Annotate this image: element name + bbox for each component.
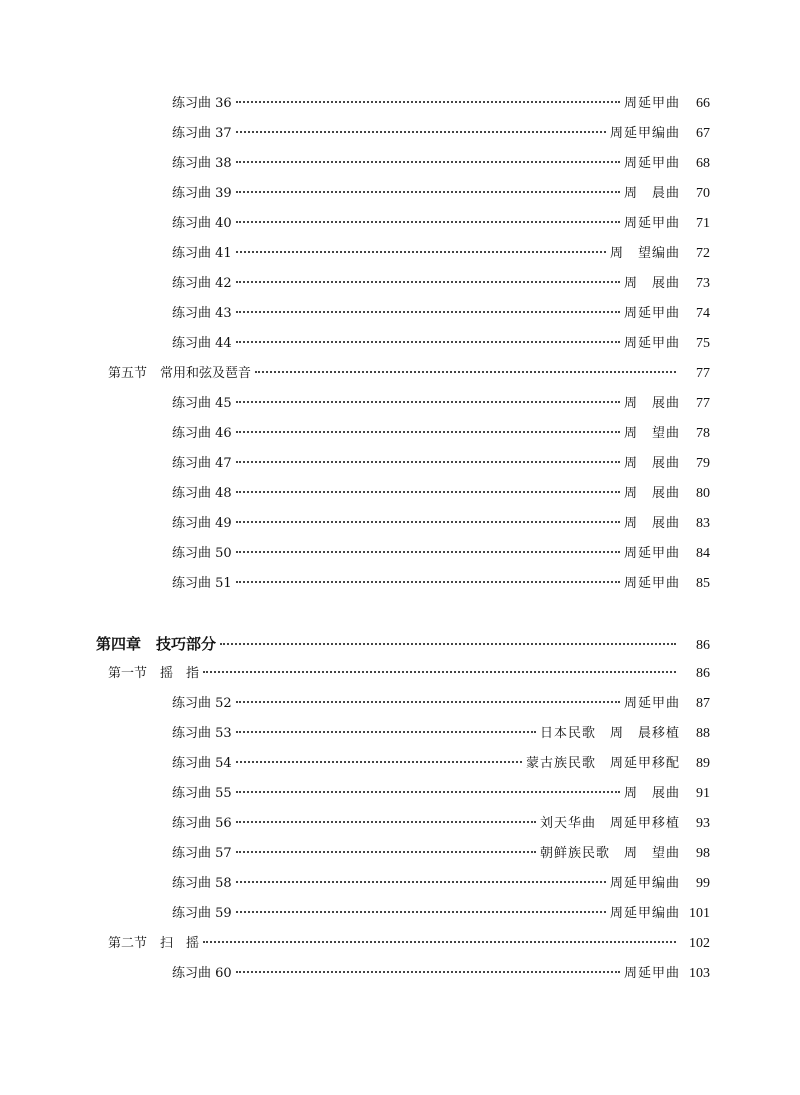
dot-leader bbox=[236, 551, 620, 553]
dot-leader bbox=[236, 191, 620, 193]
toc-entry bbox=[172, 843, 710, 865]
entry-title: 练习曲 54 bbox=[172, 756, 232, 771]
page-number: 89 bbox=[696, 756, 710, 771]
toc-chapter bbox=[96, 633, 710, 655]
page-number: 71 bbox=[696, 216, 710, 231]
entry-title: 练习曲 36 bbox=[172, 96, 232, 111]
section-title: 第五节 常用和弦及琶音 bbox=[108, 366, 252, 381]
dot-leader bbox=[236, 491, 620, 493]
dot-leader bbox=[236, 761, 522, 763]
toc-section bbox=[108, 933, 710, 955]
toc-section bbox=[108, 363, 710, 385]
entry-credit: 周 晨曲 bbox=[623, 186, 680, 201]
entry-credit: 周延甲曲 bbox=[623, 576, 680, 591]
toc-entry bbox=[172, 573, 710, 595]
dot-leader bbox=[236, 221, 620, 223]
page-number: 86 bbox=[696, 666, 710, 681]
dot-leader bbox=[236, 131, 606, 133]
dot-leader bbox=[236, 161, 620, 163]
page-number: 103 bbox=[689, 966, 710, 981]
entry-credit: 周 展曲 bbox=[623, 786, 680, 801]
toc-entry bbox=[172, 453, 710, 475]
dot-leader bbox=[236, 431, 620, 433]
page-number: 77 bbox=[696, 396, 710, 411]
toc-entry bbox=[172, 153, 710, 175]
entry-title: 练习曲 44 bbox=[172, 336, 232, 351]
dot-leader bbox=[220, 643, 676, 645]
section-title: 第一节 摇 指 bbox=[108, 666, 200, 681]
page-number: 79 bbox=[696, 456, 710, 471]
dot-leader bbox=[236, 311, 620, 313]
toc-entry bbox=[172, 813, 710, 835]
entry-credit: 朝鲜族民歌 周 望曲 bbox=[539, 846, 680, 861]
dot-leader bbox=[236, 971, 620, 973]
entry-title: 练习曲 48 bbox=[172, 486, 232, 501]
dot-leader bbox=[203, 941, 676, 943]
dot-leader bbox=[236, 101, 620, 103]
entry-credit: 周延甲曲 bbox=[623, 696, 680, 711]
page-number: 67 bbox=[696, 126, 710, 141]
dot-leader bbox=[255, 371, 676, 373]
page-number: 73 bbox=[696, 276, 710, 291]
dot-leader bbox=[203, 671, 676, 673]
toc-entry bbox=[172, 273, 710, 295]
entry-title: 练习曲 37 bbox=[172, 126, 232, 141]
chapter-title: 第四章 技巧部分 bbox=[96, 635, 217, 653]
entry-title: 练习曲 57 bbox=[172, 846, 232, 861]
entry-credit: 周 展曲 bbox=[623, 486, 680, 501]
page-number: 91 bbox=[696, 786, 710, 801]
entry-credit: 周延甲曲 bbox=[623, 546, 680, 561]
page-number: 98 bbox=[696, 846, 710, 861]
page-number: 93 bbox=[696, 816, 710, 831]
dot-leader bbox=[236, 881, 606, 883]
entry-credit: 日本民歌 周 晨移植 bbox=[539, 726, 680, 741]
entry-title: 练习曲 38 bbox=[172, 156, 232, 171]
entry-credit: 周延甲编曲 bbox=[609, 126, 680, 141]
entry-title: 练习曲 56 bbox=[172, 816, 232, 831]
page-number: 85 bbox=[696, 576, 710, 591]
entry-title: 练习曲 58 bbox=[172, 876, 232, 891]
toc-entry bbox=[172, 483, 710, 505]
toc-entry bbox=[172, 393, 710, 415]
entry-title: 练习曲 40 bbox=[172, 216, 232, 231]
dot-leader bbox=[236, 281, 620, 283]
entry-title: 练习曲 47 bbox=[172, 456, 232, 471]
toc-entry bbox=[172, 693, 710, 715]
toc-entry bbox=[172, 753, 710, 775]
toc-entry bbox=[172, 543, 710, 565]
entry-credit: 周延甲曲 bbox=[623, 336, 680, 351]
entry-credit: 周 展曲 bbox=[623, 456, 680, 471]
entry-credit: 周 望曲 bbox=[623, 426, 680, 441]
page-number: 70 bbox=[696, 186, 710, 201]
toc-entry bbox=[172, 213, 710, 235]
dot-leader bbox=[236, 461, 620, 463]
page-number: 80 bbox=[696, 486, 710, 501]
page-number: 68 bbox=[696, 156, 710, 171]
page-number: 87 bbox=[696, 696, 710, 711]
page-number: 78 bbox=[696, 426, 710, 441]
dot-leader bbox=[236, 731, 536, 733]
entry-credit: 周 展曲 bbox=[623, 276, 680, 291]
dot-leader bbox=[236, 821, 536, 823]
dot-leader bbox=[236, 701, 620, 703]
entry-title: 练习曲 42 bbox=[172, 276, 232, 291]
dot-leader bbox=[236, 791, 620, 793]
toc-entry bbox=[172, 93, 710, 115]
entry-credit: 周延甲曲 bbox=[623, 156, 680, 171]
entry-title: 练习曲 39 bbox=[172, 186, 232, 201]
entry-title: 练习曲 46 bbox=[172, 426, 232, 441]
toc-entry bbox=[172, 903, 710, 925]
dot-leader bbox=[236, 851, 536, 853]
entry-credit: 刘天华曲 周延甲移植 bbox=[539, 816, 680, 831]
entry-title: 练习曲 50 bbox=[172, 546, 232, 561]
toc-entry bbox=[172, 123, 710, 145]
toc-entry bbox=[172, 303, 710, 325]
page-number: 83 bbox=[696, 516, 710, 531]
dot-leader bbox=[236, 251, 606, 253]
entry-credit: 周延甲编曲 bbox=[609, 906, 680, 921]
section-title: 第二节 扫 摇 bbox=[108, 936, 200, 951]
page-number: 74 bbox=[696, 306, 710, 321]
dot-leader bbox=[236, 911, 606, 913]
entry-title: 练习曲 45 bbox=[172, 396, 232, 411]
entry-title: 练习曲 43 bbox=[172, 306, 232, 321]
entry-title: 练习曲 52 bbox=[172, 696, 232, 711]
toc-entry bbox=[172, 243, 710, 265]
entry-title: 练习曲 53 bbox=[172, 726, 232, 741]
page-number: 72 bbox=[696, 246, 710, 261]
toc-entry bbox=[172, 333, 710, 355]
dot-leader bbox=[236, 341, 620, 343]
page-number: 86 bbox=[696, 638, 710, 653]
entry-credit: 周延甲曲 bbox=[623, 96, 680, 111]
entry-credit: 周延甲曲 bbox=[623, 306, 680, 321]
toc-entry bbox=[172, 723, 710, 745]
toc-entry bbox=[172, 183, 710, 205]
entry-title: 练习曲 55 bbox=[172, 786, 232, 801]
entry-credit: 周 望编曲 bbox=[609, 246, 680, 261]
page-number: 88 bbox=[696, 726, 710, 741]
entry-title: 练习曲 41 bbox=[172, 246, 232, 261]
toc-entry bbox=[172, 513, 710, 535]
page-number: 101 bbox=[689, 906, 710, 921]
page-number: 75 bbox=[696, 336, 710, 351]
entry-credit: 周延甲曲 bbox=[623, 966, 680, 981]
toc-entry bbox=[172, 963, 710, 985]
dot-leader bbox=[236, 401, 620, 403]
page-number: 66 bbox=[696, 96, 710, 111]
entry-credit: 周 展曲 bbox=[623, 396, 680, 411]
entry-credit: 周延甲编曲 bbox=[609, 876, 680, 891]
page-number: 99 bbox=[696, 876, 710, 891]
page-number: 84 bbox=[696, 546, 710, 561]
entry-title: 练习曲 59 bbox=[172, 906, 232, 921]
entry-credit: 周延甲曲 bbox=[623, 216, 680, 231]
entry-title: 练习曲 49 bbox=[172, 516, 232, 531]
dot-leader bbox=[236, 581, 620, 583]
entry-credit: 周 展曲 bbox=[623, 516, 680, 531]
entry-credit: 蒙古族民歌 周延甲移配 bbox=[525, 756, 680, 771]
toc-section bbox=[108, 663, 710, 685]
toc-entry bbox=[172, 783, 710, 805]
page-number: 77 bbox=[696, 366, 710, 381]
entry-title: 练习曲 60 bbox=[172, 966, 232, 981]
toc-entry bbox=[172, 423, 710, 445]
entry-title: 练习曲 51 bbox=[172, 576, 232, 591]
page-number: 102 bbox=[689, 936, 710, 951]
toc-entry bbox=[172, 873, 710, 895]
dot-leader bbox=[236, 521, 620, 523]
